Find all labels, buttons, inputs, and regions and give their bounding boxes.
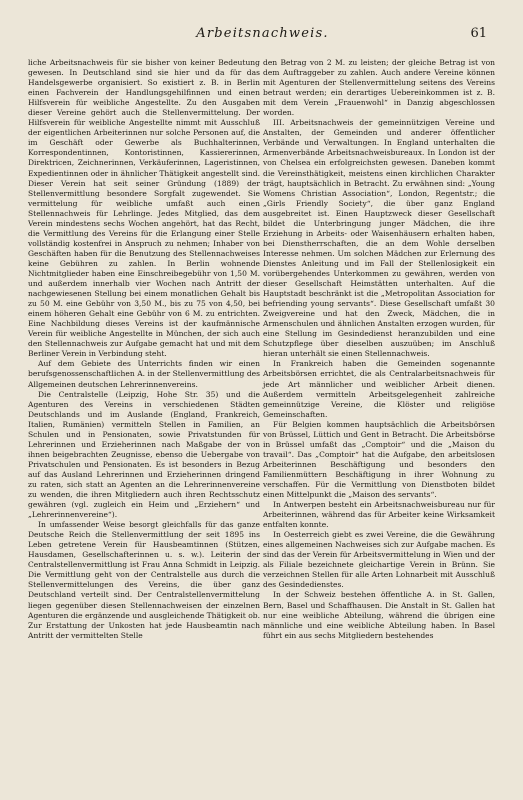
paragraph: In Antwerpen besteht ein Arbeitsnachweisbureau nur für Arbeiterinnen, während das für Arbeiter keine Wirksamkeit entfalten konnte. <box>263 500 495 530</box>
left-column <box>28 58 260 641</box>
running-title: Arbeitsnachweis. <box>196 26 329 41</box>
paragraph: Auf dem Gebiete des Unterrichts finden wir einen berufsgenossenschaftlichen A. in der Stellenvermittlung des Allgemeinen deutschen Lehrerinnenvereins. <box>28 359 260 389</box>
paragraph: III. Arbeitsnachweis der gemeinnützigen Vereine und Anstalten, der Gemeinden und anderer öffentlicher Verbände und Verwaltungen. In England unterhalten die Armenverbände Arbeitsnachweisbureaux. In London ist der von Chelsea ein erfolgreichsten gewesen. Daneben kommt die Vereinsthätigkeit, meistens einen kirchlichen Charakter trägt, hauptsächlich in Betracht. Zu erwähnen sind: „Young Womens Christian Association“, London, Regentstr.; die „Girls Friendly Society“, die über ganz England ausgebreitet ist. Einen Hauptzweck dieser Gesellschaft bildet die Unterbringung junger Mädchen, die ihre Erziehung in Arbeits- oder Waisenhäusern erhalten haben, bei Dienstherrschaften, die an dem Wohle derselben Interesse nehmen. Um solchen Mädchen zur Erlernung des Dienstes Anleitung und im Fall der Stellenlosigkeit ein vorübergehendes Unterkommen zu gewähren, werden von dieser Gesellschaft Heimstätten unterhalten. Auf die Hauptstadt beschränkt ist die „Metropolitan Association for befriending young servants“. Diese Gesellschaft umfaßt 30 Zweigvereine und hat den Zweck, Mädchen, die in Armenschulen und ähnlichen Anstalten erzogen wurden, für eine Stellung im Gesindedienst heranzubilden und eine Schutzpflege über dieselben auszuüben; im Anschluß hieran unterhält sie einen Stellennachweis. <box>263 118 495 359</box>
paragraph: In Oesterreich giebt es zwei Vereine, die die Gewährung eines allgemeinen Nachweises sich zur Aufgabe machen. Es sind das der Verein für Arbeitsvermittelung in Wien und der als Filiale bezeichnete gleichartige Verein in Brünn. Sie verzeichnen Stellen für alle Arten Lohnarbeit mit Ausschluß des Gesindedienstes. <box>263 530 495 590</box>
paragraph: den Betrag von 2 M. zu leisten; der gleiche Betrag ist von dem Auftraggeber zu zahlen. Auch andere Vereine können mit Agenturen der Stellenvermittelung seitens des Vereins betraut werden; ein derartiges Uebereinkommen ist z. B. mit dem Verein „Frauenwohl“ in Danzig abgeschlossen worden. <box>263 58 495 118</box>
paragraph: liche Arbeitsnachweis für sie bisher von keiner Bedeutung gewesen. In Deutschland sind sie hier und da für das Handelsgewerbe organisiert. So existiert z. B. in Berlin einen Fachverein der Handlungsgehilfinnen und einen Hilfsverein für weibliche Angestellte. Zu den Ausgaben dieser Vereine gehört auch die Stellenvermittelung. Der Hilfsverein für weibliche Angestellte nimmt mit Ausschluß der eigentlichen Arbeiterinnen nur solche Personen auf, die im Geschäft oder Gewerbe als Buchhalterinnen, Korrespondentinnen, Kontoristinnen, Kassiererinnen, Direktricen, Zeichnerinnen, Verkäuferinnen, Lageristinnen, Expedientinnen oder in ähnlicher Thätigkeit angestellt sind. Dieser Verein hat seit seiner Gründung (1889) der Stellenvermittlung besondere Sorgfalt zugewendet. Sie vermittelung für weibliche umfaßt auch einen Stellennachweis für Lehrlinge. Jedes Mitglied, das dem Verein mindestens sechs Wochen angehört, hat das Recht, die Vermittlung des Vereins für die Erlangung einer Stelle vollständig kostenfrei in Anspruch zu nehmen; Inhaber von Geschäften haben für die Benutzung des Stellennachweises keine Gebühren zu zahlen. In Berlin wohnende Nichtmitglieder haben eine Einschreibegebühr von 1,50 M. und außerdem innerhalb vier Wochen nach Antritt der nachgewiesenen Stellung bei einem monatlichen Gehalt bis zu 50 M. eine Gebühr von 3,50 M., bis zu 75 von 4,50, bei einem höheren Gehalt eine Gebühr von 6 M. zu entrichten. Eine Nachbildung dieses Vereins ist der kaufmännische Verein für weibliche Angestellte in München, der sich auch den Stellennachweis zur Aufgabe gemacht hat und mit dem Berliner Verein in Verbindung steht. <box>28 58 260 359</box>
paragraph: Für Belgien kommen hauptsächlich die Arbeitsbörsen von Brüssel, Lüttich und Gent in Betracht. Die Arbeitsbörse in Brüssel umfaßt das „Comptoir“ und die „Maison du travail“. Das „Comptoir“ hat die Aufgabe, den arbeitslosen Arbeiterinnen Beschäftigung und besonders den Familienmüttern Beschäftigung in ihrer Wohnung zu verschaffen. Für die Vermittlung von Dienstboten bildet einen Mittelpunkt die „Maison des servants“. <box>263 419 495 500</box>
paragraph: In Frankreich haben die Gemeinden sogenannte Arbeitsbörsen errichtet, die als Centralarbeitsnachweis für jede Art männlicher und weiblicher Arbeit dienen. Außerdem vermitteln Arbeitsgelegenheit zahlreiche gemeinnützige Vereine, die Klöster und religiöse Gemeinschaften. <box>263 359 495 419</box>
right-column <box>263 58 495 641</box>
paragraph: Die Centralstelle (Leipzig, Hohe Str. 35) und die Agenturen des Vereins in verschiedenen Städten Deutschlands und im Auslande (England, Frankreich, Italien, Rumänien) vermitteln Stellen in Familien, an Schulen und in Pensionaten, sowie Privatstunden für Lehrerinnen und Erzieherinnen nach Maßgabe der von ihnen beigebrachten Zeugnisse, ebenso die Uebergabe von Privatschulen und Pensionaten. Es ist besonders in Bezug auf das Ausland Lehrerinnen und Erzieherinnen dringend zu raten, sich statt an Agenten an die Lehrerinnenvereine zu wenden, die ihren Mitgliedern auch ihren Rechtsschutz gewähren (vgl. zugleich ein Heim und „Erziehern“ und „Lehrerinnenvereine“). <box>28 389 260 520</box>
paragraph: In umfassender Weise besorgt gleichfalls für das ganze Deutsche Reich die Stellenvermittlung der seit 1895 ins Leben getretene Verein für Hausbeamtinnen (Stützen, Hausdamen, Gesellschafterinnen u. s. w.). Leiterin der Centralstellenvermittlung ist Frau Anna Schmidt in Leipzig. Die Vermittlung geht von der Centralstelle aus durch die Stellenvermittelungen des Vereins, die über ganz Deutschland verteilt sind. Der Centralstellenvermittelung liegen gegenüber diesen Stellennachweisen der einzelnen Agenturen die ergänzende und ausgleichende Thätigkeit ob. Zur Erstattung der Unkosten hat jede Hausbeamtin nach Antritt der vermittelten Stelle <box>28 520 260 640</box>
page-number: 61 <box>470 26 487 41</box>
page-header <box>30 26 495 50</box>
paragraph: In der Schweiz bestehen öffentliche A. in St. Gallen, Bern, Basel und Schaffhausen. Die Anstalt in St. Gallen hat nur eine weibliche Abteilung, während die übrigen eine männliche und eine weibliche Abteilung haben. In Basel führt ein aus sechs Mitgliedern bestehendes <box>263 590 495 640</box>
